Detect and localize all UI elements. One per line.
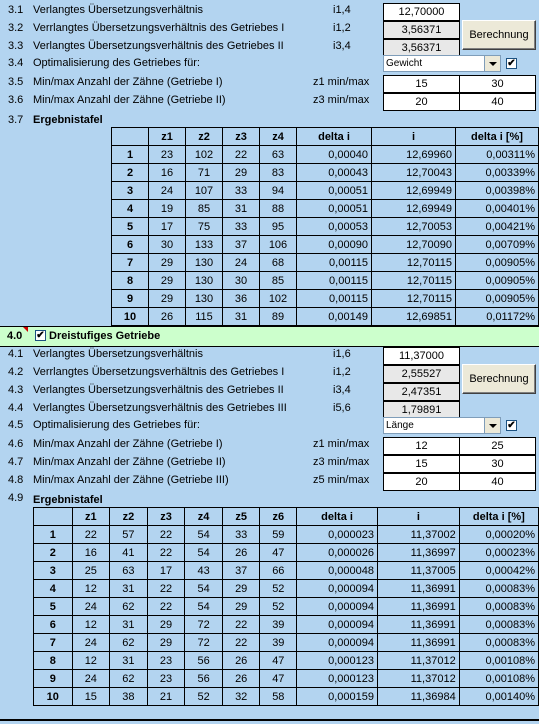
max-teeth-input[interactable]: 25 bbox=[459, 437, 536, 455]
row-index: 6 bbox=[34, 616, 73, 634]
table-cell: 63 bbox=[260, 146, 297, 164]
row-number: 4.7 bbox=[8, 456, 24, 468]
row-label: Verlangtes Übersetzungsverhältnis bbox=[33, 348, 203, 360]
table-cell: 12,70115 bbox=[372, 272, 456, 290]
table-cell: 0,00053 bbox=[297, 218, 372, 236]
table-cell: 54 bbox=[185, 526, 223, 544]
table-cell: 0,00040 bbox=[297, 146, 372, 164]
column-header: delta i bbox=[297, 128, 372, 146]
table-cell: 115 bbox=[186, 308, 223, 326]
row-index: 5 bbox=[34, 598, 73, 616]
table-cell: 54 bbox=[185, 580, 223, 598]
table-cell: 12,70115 bbox=[372, 290, 456, 308]
table-cell: 68 bbox=[260, 254, 297, 272]
column-header: z2 bbox=[110, 508, 148, 526]
table-cell: 0,00115 bbox=[297, 272, 372, 290]
section-title: Dreistufiges Getriebe bbox=[49, 330, 161, 342]
table-cell: 0,00108% bbox=[459, 670, 538, 688]
table-cell: 17 bbox=[149, 218, 186, 236]
table-cell: 12,70053 bbox=[372, 218, 456, 236]
table-cell: 23 bbox=[147, 670, 185, 688]
table-cell: 24 bbox=[223, 254, 260, 272]
ratio-value[interactable]: 11,37000 bbox=[383, 347, 460, 365]
table-cell: 37 bbox=[222, 562, 260, 580]
table-cell: 0,00905% bbox=[456, 254, 539, 272]
table-cell: 12,70090 bbox=[372, 236, 456, 254]
row-number: 4.1 bbox=[8, 348, 24, 360]
table-cell: 47 bbox=[260, 544, 297, 562]
table-cell: 33 bbox=[223, 182, 260, 200]
table-row bbox=[112, 308, 539, 326]
row-label: Verrlangtes Übersetzungsverhältnis des Getriebes I bbox=[33, 366, 285, 378]
table-cell: 33 bbox=[222, 526, 260, 544]
table-cell: 30 bbox=[223, 272, 260, 290]
min-teeth-input[interactable]: 20 bbox=[383, 93, 460, 111]
table-cell: 62 bbox=[110, 634, 148, 652]
row-symbol: z3 min/max bbox=[313, 94, 370, 106]
checkbox[interactable]: ✔ bbox=[507, 420, 516, 431]
table-row bbox=[112, 146, 539, 164]
table-cell: 0,01172% bbox=[456, 308, 539, 326]
table-cell: 12 bbox=[72, 580, 110, 598]
table-cell: 0,00709% bbox=[456, 236, 539, 254]
ratio-value: 3,56371 bbox=[383, 21, 460, 39]
table-cell: 17 bbox=[147, 562, 185, 580]
table-cell: 85 bbox=[186, 200, 223, 218]
row-symbol: i1,4 bbox=[333, 4, 351, 16]
table-cell: 21 bbox=[147, 688, 185, 706]
table-cell: 43 bbox=[185, 562, 223, 580]
row-index: 1 bbox=[34, 526, 73, 544]
table-cell: 0,00108% bbox=[459, 652, 538, 670]
table-cell: 22 bbox=[223, 146, 260, 164]
table-cell: 133 bbox=[186, 236, 223, 254]
row-index: 2 bbox=[34, 544, 73, 562]
table-cell: 106 bbox=[260, 236, 297, 254]
table-cell: 31 bbox=[110, 580, 148, 598]
table-cell: 66 bbox=[260, 562, 297, 580]
table-cell: 0,000048 bbox=[297, 562, 378, 580]
row-index: 10 bbox=[112, 308, 149, 326]
table-cell: 24 bbox=[72, 670, 110, 688]
column-header: z4 bbox=[260, 128, 297, 146]
row-number: 3.2 bbox=[8, 22, 24, 34]
row-index: 1 bbox=[112, 146, 149, 164]
table-cell: 11,36991 bbox=[377, 580, 459, 598]
table-row bbox=[112, 254, 539, 272]
row-number: 4.5 bbox=[8, 419, 24, 431]
table-cell: 71 bbox=[186, 164, 223, 182]
min-teeth-input[interactable]: 15 bbox=[383, 75, 460, 93]
row-symbol: z1 min/max bbox=[313, 76, 370, 88]
table-cell: 0,00311% bbox=[456, 146, 539, 164]
section-header-bar bbox=[0, 326, 539, 347]
table-number: 4.9 bbox=[8, 492, 24, 504]
row-symbol: z3 min/max bbox=[313, 456, 370, 468]
row-label: Min/max Anzahl der Zähne (Getriebe III) bbox=[33, 474, 229, 486]
bottom-border bbox=[0, 719, 539, 721]
table-row bbox=[34, 562, 539, 580]
section-checkbox[interactable]: ✔ bbox=[36, 330, 45, 341]
table-cell: 0,000094 bbox=[297, 580, 378, 598]
row-number: 3.1 bbox=[8, 4, 24, 16]
table-row bbox=[112, 218, 539, 236]
table-cell: 19 bbox=[149, 200, 186, 218]
table-cell: 41 bbox=[110, 544, 148, 562]
table-cell: 130 bbox=[186, 254, 223, 272]
row-label: Min/max Anzahl der Zähne (Getriebe II) bbox=[33, 456, 226, 468]
table-cell: 57 bbox=[110, 526, 148, 544]
table-cell: 0,00421% bbox=[456, 218, 539, 236]
table-cell: 30 bbox=[149, 236, 186, 254]
column-header: delta i [%] bbox=[459, 508, 538, 526]
table-corner bbox=[112, 128, 149, 146]
row-number: 4.6 bbox=[8, 438, 24, 450]
row-label: Min/max Anzahl der Zähne (Getriebe II) bbox=[33, 94, 226, 106]
table-cell: 58 bbox=[260, 688, 297, 706]
table-row bbox=[112, 200, 539, 218]
table-cell: 12 bbox=[72, 616, 110, 634]
checkbox[interactable]: ✔ bbox=[507, 58, 516, 69]
table-cell: 12,70115 bbox=[372, 254, 456, 272]
table-cell: 12,69949 bbox=[372, 182, 456, 200]
calculate-button[interactable]: Berechnung bbox=[462, 364, 536, 394]
row-number: 3.3 bbox=[8, 40, 24, 52]
table-row bbox=[34, 688, 539, 706]
min-teeth-input[interactable]: 12 bbox=[383, 437, 460, 455]
table-cell: 0,00042% bbox=[459, 562, 538, 580]
table-cell: 130 bbox=[186, 290, 223, 308]
row-number: 4.4 bbox=[8, 402, 24, 414]
table-row bbox=[34, 670, 539, 688]
column-header: i bbox=[377, 508, 459, 526]
max-teeth-input[interactable]: 30 bbox=[459, 75, 536, 93]
table-row bbox=[34, 634, 539, 652]
column-header: z1 bbox=[72, 508, 110, 526]
row-symbol: z1 min/max bbox=[313, 438, 370, 450]
table-cell: 12,69851 bbox=[372, 308, 456, 326]
row-label: Optimalisierung des Getriebes für: bbox=[33, 57, 200, 69]
table-row bbox=[112, 182, 539, 200]
table-cell: 47 bbox=[260, 652, 297, 670]
table-row bbox=[112, 236, 539, 254]
table-cell: 11,36991 bbox=[377, 634, 459, 652]
table-cell: 0,00339% bbox=[456, 164, 539, 182]
table-cell: 38 bbox=[110, 688, 148, 706]
table-cell: 72 bbox=[185, 634, 223, 652]
table-cell: 23 bbox=[149, 146, 186, 164]
row-symbol: i5,6 bbox=[333, 402, 351, 414]
table-cell: 36 bbox=[223, 290, 260, 308]
table-cell: 22 bbox=[147, 580, 185, 598]
row-index: 4 bbox=[34, 580, 73, 598]
row-index: 4 bbox=[112, 200, 149, 218]
table-cell: 88 bbox=[260, 200, 297, 218]
table-cell: 0,00401% bbox=[456, 200, 539, 218]
table-cell: 52 bbox=[260, 598, 297, 616]
table-header-row bbox=[34, 508, 539, 526]
table-cell: 54 bbox=[185, 598, 223, 616]
table-cell: 0,00905% bbox=[456, 272, 539, 290]
table-row bbox=[34, 598, 539, 616]
results-table bbox=[111, 127, 539, 326]
table-cell: 0,000123 bbox=[297, 670, 378, 688]
table-cell: 26 bbox=[222, 544, 260, 562]
table-cell: 0,00083% bbox=[459, 598, 538, 616]
table-cell: 39 bbox=[260, 616, 297, 634]
table-cell: 31 bbox=[223, 200, 260, 218]
row-number: 4.3 bbox=[8, 384, 24, 396]
row-symbol: i3,4 bbox=[333, 384, 351, 396]
table-cell: 22 bbox=[222, 616, 260, 634]
max-teeth-input[interactable]: 40 bbox=[459, 93, 536, 111]
table-cell: 29 bbox=[149, 272, 186, 290]
table-cell: 0,00051 bbox=[297, 182, 372, 200]
table-cell: 12,70043 bbox=[372, 164, 456, 182]
table-cell: 24 bbox=[72, 598, 110, 616]
table-cell: 25 bbox=[72, 562, 110, 580]
row-number: 4.2 bbox=[8, 366, 24, 378]
table-cell: 23 bbox=[147, 652, 185, 670]
table-cell: 0,000023 bbox=[297, 526, 378, 544]
table-cell: 12,69960 bbox=[372, 146, 456, 164]
table-cell: 0,00398% bbox=[456, 182, 539, 200]
table-cell: 15 bbox=[72, 688, 110, 706]
column-header: z3 bbox=[147, 508, 185, 526]
table-cell: 130 bbox=[186, 272, 223, 290]
row-label: Verlangtes Übersetzungsverhältnis des Getriebes II bbox=[33, 40, 284, 52]
table-cell: 0,00083% bbox=[459, 616, 538, 634]
column-header: i bbox=[372, 128, 456, 146]
row-index: 9 bbox=[112, 290, 149, 308]
table-cell: 0,000026 bbox=[297, 544, 378, 562]
table-cell: 83 bbox=[260, 164, 297, 182]
table-cell: 31 bbox=[110, 616, 148, 634]
ratio-value: 2,47351 bbox=[383, 383, 460, 401]
table-title: Ergebnistafel bbox=[33, 114, 103, 126]
optimization-select[interactable] bbox=[383, 417, 501, 434]
table-cell: 22 bbox=[147, 598, 185, 616]
table-cell: 0,000094 bbox=[297, 598, 378, 616]
table-cell: 0,000123 bbox=[297, 652, 378, 670]
column-header: z6 bbox=[260, 508, 297, 526]
row-number: 3.5 bbox=[8, 76, 24, 88]
row-label: Min/max Anzahl der Zähne (Getriebe I) bbox=[33, 438, 223, 450]
table-cell: 0,00083% bbox=[459, 580, 538, 598]
table-cell: 22 bbox=[147, 544, 185, 562]
optimization-select[interactable] bbox=[383, 55, 501, 72]
table-cell: 94 bbox=[260, 182, 297, 200]
table-cell: 24 bbox=[72, 634, 110, 652]
table-cell: 95 bbox=[260, 218, 297, 236]
table-cell: 11,36984 bbox=[377, 688, 459, 706]
row-symbol: i1,2 bbox=[333, 22, 351, 34]
table-cell: 0,00023% bbox=[459, 544, 538, 562]
row-index: 6 bbox=[112, 236, 149, 254]
row-number: 4.8 bbox=[8, 474, 24, 486]
table-cell: 11,36991 bbox=[377, 598, 459, 616]
table-cell: 72 bbox=[185, 616, 223, 634]
max-teeth-input[interactable]: 30 bbox=[459, 455, 536, 473]
table-cell: 11,36997 bbox=[377, 544, 459, 562]
table-cell: 107 bbox=[186, 182, 223, 200]
row-index: 8 bbox=[112, 272, 149, 290]
table-header-row bbox=[112, 128, 539, 146]
comment-marker bbox=[23, 327, 28, 332]
row-index: 7 bbox=[112, 254, 149, 272]
table-cell: 75 bbox=[186, 218, 223, 236]
table-cell: 62 bbox=[110, 670, 148, 688]
table-cell: 11,37002 bbox=[377, 526, 459, 544]
table-cell: 29 bbox=[147, 616, 185, 634]
max-teeth-input[interactable]: 40 bbox=[459, 473, 536, 491]
table-cell: 29 bbox=[222, 598, 260, 616]
table-cell: 56 bbox=[185, 652, 223, 670]
table-cell: 22 bbox=[72, 526, 110, 544]
optimization-select-value: Länge bbox=[386, 420, 414, 431]
table-cell: 31 bbox=[223, 308, 260, 326]
column-header: z2 bbox=[186, 128, 223, 146]
row-symbol: z5 min/max bbox=[313, 474, 370, 486]
table-cell: 52 bbox=[260, 580, 297, 598]
table-cell: 54 bbox=[185, 544, 223, 562]
table-cell: 0,000094 bbox=[297, 616, 378, 634]
row-index: 7 bbox=[34, 634, 73, 652]
table-row bbox=[34, 580, 539, 598]
table-cell: 102 bbox=[260, 290, 297, 308]
ratio-value: 3,56371 bbox=[383, 39, 460, 57]
table-cell: 102 bbox=[186, 146, 223, 164]
column-header: z5 bbox=[222, 508, 260, 526]
row-symbol: i1,6 bbox=[333, 348, 351, 360]
table-cell: 52 bbox=[185, 688, 223, 706]
results-table bbox=[33, 507, 539, 706]
table-number: 3.7 bbox=[8, 114, 24, 126]
row-label: Verlangtes Übersetzungsverhältnis des Getriebes III bbox=[33, 402, 287, 414]
table-row bbox=[112, 164, 539, 182]
table-cell: 29 bbox=[147, 634, 185, 652]
row-index: 9 bbox=[34, 670, 73, 688]
table-title: Ergebnistafel bbox=[33, 494, 103, 506]
table-cell: 0,00083% bbox=[459, 634, 538, 652]
table-cell: 29 bbox=[222, 580, 260, 598]
table-cell: 11,36991 bbox=[377, 616, 459, 634]
table-cell: 29 bbox=[149, 290, 186, 308]
column-header: z3 bbox=[223, 128, 260, 146]
table-cell: 37 bbox=[223, 236, 260, 254]
table-cell: 24 bbox=[149, 182, 186, 200]
table-cell: 0,000094 bbox=[297, 634, 378, 652]
table-cell: 29 bbox=[149, 254, 186, 272]
table-cell: 26 bbox=[222, 670, 260, 688]
row-label: Verlangtes Übersetzungsverhältnis des Getriebes II bbox=[33, 384, 284, 396]
min-teeth-input[interactable]: 20 bbox=[383, 473, 460, 491]
table-cell: 39 bbox=[260, 634, 297, 652]
table-cell: 0,00020% bbox=[459, 526, 538, 544]
table-cell: 0,00115 bbox=[297, 254, 372, 272]
table-cell: 11,37012 bbox=[377, 670, 459, 688]
row-index: 10 bbox=[34, 688, 73, 706]
ratio-value: 2,55527 bbox=[383, 365, 460, 383]
table-cell: 12,69949 bbox=[372, 200, 456, 218]
column-header: z4 bbox=[185, 508, 223, 526]
ratio-value: 1,79891 bbox=[383, 401, 460, 419]
table-row bbox=[34, 652, 539, 670]
table-cell: 0,00140% bbox=[459, 688, 538, 706]
calculate-button[interactable]: Berechnung bbox=[462, 20, 536, 50]
table-cell: 0,00149 bbox=[297, 308, 372, 326]
row-label: Min/max Anzahl der Zähne (Getriebe I) bbox=[33, 76, 223, 88]
table-cell: 26 bbox=[149, 308, 186, 326]
row-label: Optimalisierung des Getriebes für: bbox=[33, 419, 200, 431]
table-cell: 33 bbox=[223, 218, 260, 236]
optimization-select-value: Gewicht bbox=[386, 58, 423, 69]
row-index: 3 bbox=[34, 562, 73, 580]
section-number: 4.0 bbox=[7, 330, 23, 342]
row-index: 5 bbox=[112, 218, 149, 236]
table-cell: 16 bbox=[149, 164, 186, 182]
table-row bbox=[112, 272, 539, 290]
table-row bbox=[112, 290, 539, 308]
row-index: 2 bbox=[112, 164, 149, 182]
table-cell: 59 bbox=[260, 526, 297, 544]
table-cell: 29 bbox=[223, 164, 260, 182]
table-cell: 89 bbox=[260, 308, 297, 326]
table-cell: 0,00051 bbox=[297, 200, 372, 218]
table-cell: 22 bbox=[222, 634, 260, 652]
row-index: 8 bbox=[34, 652, 73, 670]
chevron-down-icon[interactable] bbox=[484, 418, 500, 433]
table-cell: 0,00115 bbox=[297, 290, 372, 308]
table-row bbox=[34, 544, 539, 562]
table-cell: 0,00905% bbox=[456, 290, 539, 308]
table-cell: 47 bbox=[260, 670, 297, 688]
table-cell: 16 bbox=[72, 544, 110, 562]
table-cell: 63 bbox=[110, 562, 148, 580]
column-header: delta i bbox=[297, 508, 378, 526]
table-corner bbox=[34, 508, 73, 526]
table-cell: 0,00043 bbox=[297, 164, 372, 182]
chevron-down-icon[interactable] bbox=[484, 56, 500, 71]
row-label: Verrlangtes Übersetzungsverhältnis des Getriebes I bbox=[33, 22, 285, 34]
row-number: 3.4 bbox=[8, 57, 24, 69]
table-row bbox=[34, 616, 539, 634]
table-cell: 56 bbox=[185, 670, 223, 688]
ratio-value[interactable]: 12,70000 bbox=[383, 3, 460, 21]
row-symbol: i3,4 bbox=[333, 40, 351, 52]
row-label: Verlangtes Übersetzungsverhältnis bbox=[33, 4, 203, 16]
column-header: delta i [%] bbox=[456, 128, 539, 146]
table-cell: 31 bbox=[110, 652, 148, 670]
table-cell: 0,00090 bbox=[297, 236, 372, 254]
table-cell: 12 bbox=[72, 652, 110, 670]
table-cell: 62 bbox=[110, 598, 148, 616]
row-symbol: i1,2 bbox=[333, 366, 351, 378]
table-cell: 32 bbox=[222, 688, 260, 706]
table-cell: 11,37012 bbox=[377, 652, 459, 670]
table-row bbox=[34, 526, 539, 544]
row-index: 3 bbox=[112, 182, 149, 200]
table-cell: 85 bbox=[260, 272, 297, 290]
table-cell: 26 bbox=[222, 652, 260, 670]
table-cell: 0,000159 bbox=[297, 688, 378, 706]
column-header: z1 bbox=[149, 128, 186, 146]
min-teeth-input[interactable]: 15 bbox=[383, 455, 460, 473]
row-number: 3.6 bbox=[8, 94, 24, 106]
table-cell: 11,37005 bbox=[377, 562, 459, 580]
table-cell: 22 bbox=[147, 526, 185, 544]
